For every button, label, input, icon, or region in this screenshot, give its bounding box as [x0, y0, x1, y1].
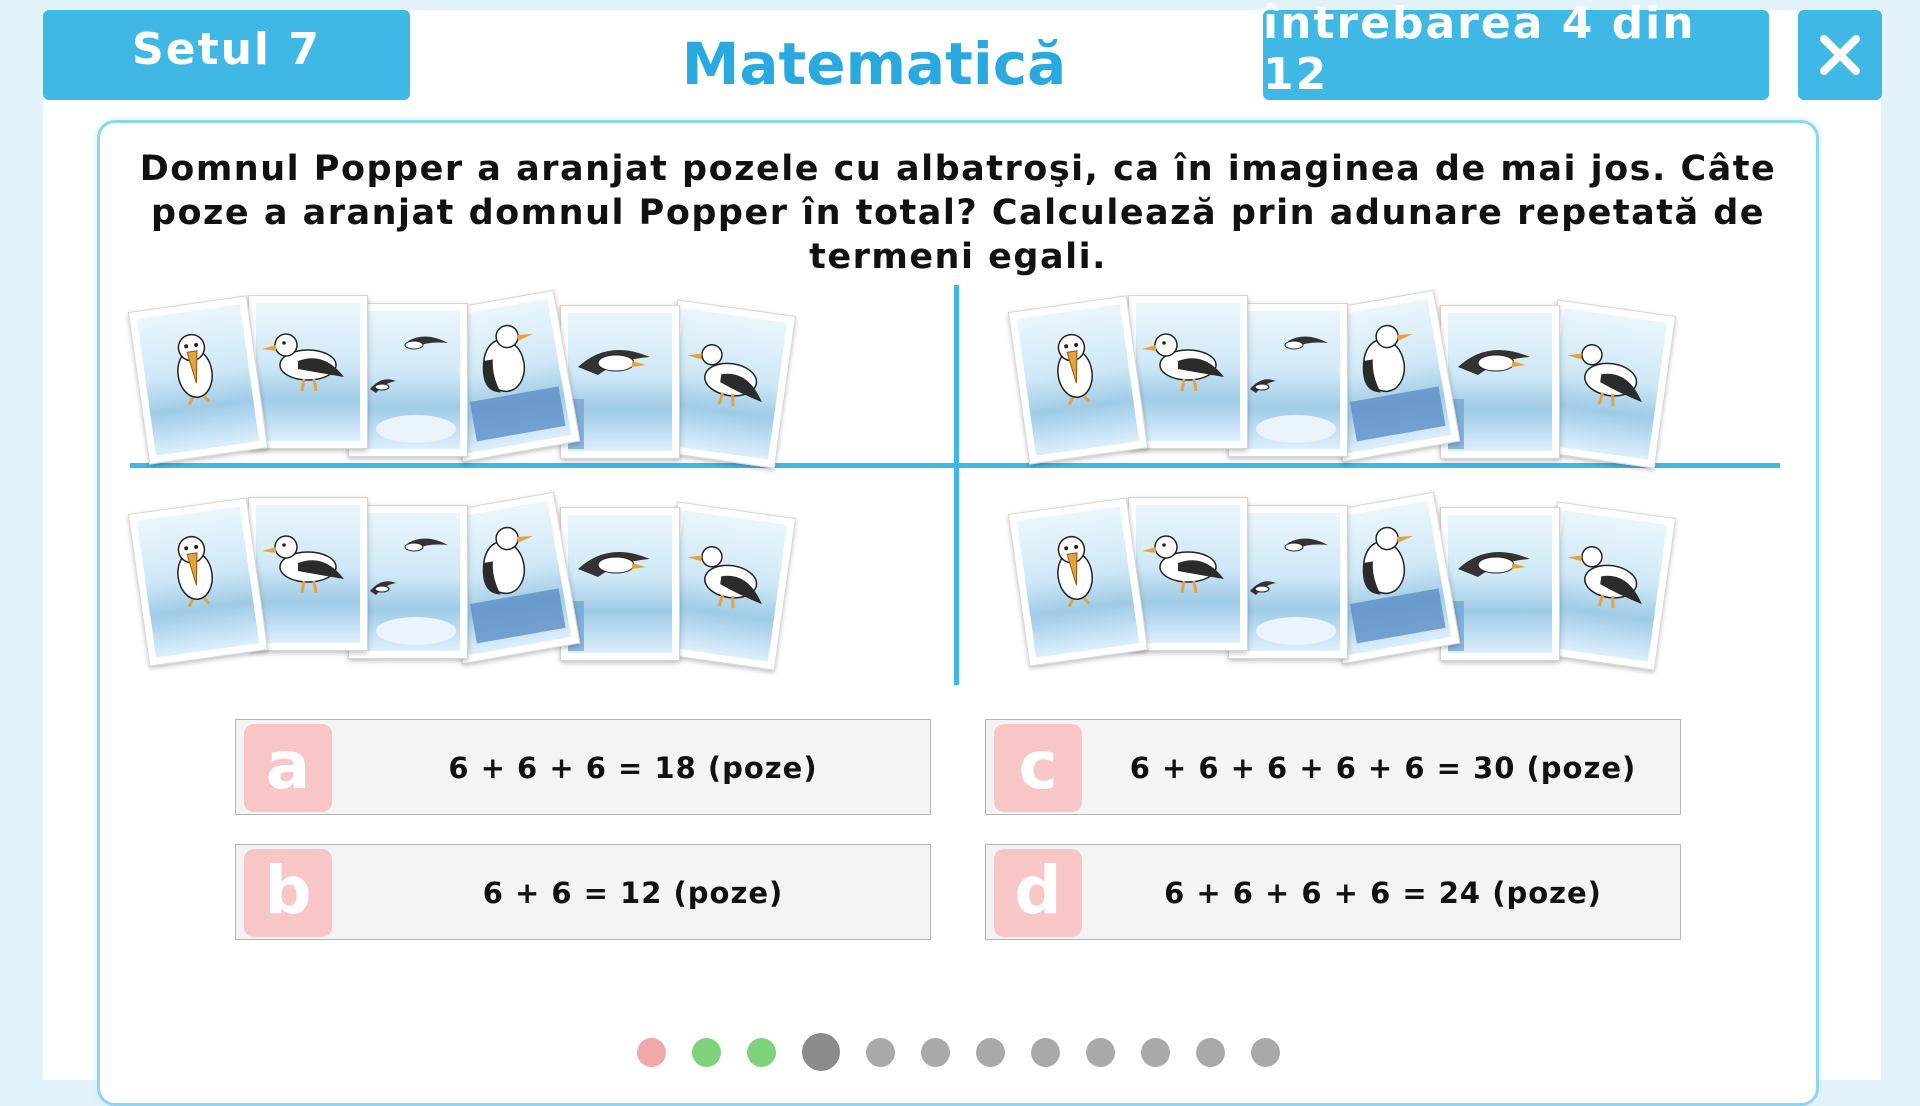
grid-vertical-divider [954, 285, 959, 685]
progress-dot-8[interactable] [1031, 1038, 1060, 1067]
albatross-photo [248, 295, 368, 449]
answer-option-d[interactable] [985, 844, 1681, 940]
albatross-photo [248, 497, 368, 651]
answer-letter-badge: a [244, 724, 332, 812]
quiz-app [43, 0, 1881, 1080]
answer-option-c[interactable] [985, 719, 1681, 815]
answer-letter-badge: c [994, 724, 1082, 812]
albatross-photo [1008, 497, 1148, 666]
albatross-photo [128, 497, 268, 666]
albatross-photo [128, 295, 268, 464]
progress-dot-3[interactable] [747, 1038, 776, 1067]
albatross-photo [1128, 295, 1248, 449]
albatross-photo [1128, 497, 1248, 651]
answer-option-b[interactable] [235, 844, 931, 940]
progress-dot-12[interactable] [1251, 1038, 1280, 1067]
question-progress-dots [100, 1033, 1816, 1071]
question-counter: întrebarea 4 din 12 [1263, 10, 1769, 100]
progress-dot-9[interactable] [1086, 1038, 1115, 1067]
progress-dot-1[interactable] [637, 1038, 666, 1067]
question-card [97, 120, 1819, 1106]
answer-letter-badge: b [244, 849, 332, 937]
picture-group [1010, 295, 1810, 475]
progress-dot-11[interactable] [1196, 1038, 1225, 1067]
close-button[interactable] [1798, 10, 1882, 100]
subject-title: Matematică [681, 30, 1067, 98]
picture-group [1010, 497, 1810, 677]
picture-group [130, 295, 930, 475]
answer-text: 6 + 6 = 12 (poze) [482, 876, 784, 910]
picture-group [130, 497, 930, 677]
progress-dot-5[interactable] [866, 1038, 895, 1067]
progress-dot-4[interactable] [802, 1033, 840, 1071]
answer-text: 6 + 6 + 6 + 6 = 24 (poze) [1164, 876, 1602, 910]
question-text: Domnul Popper a aranjat pozele cu albatroşi, ca în imaginea de mai jos. Câte poze a aranjat domnul Popper în total? Calculează prin adunare repetată de termeni egali. [139, 149, 1777, 277]
progress-dot-10[interactable] [1141, 1038, 1170, 1067]
answer-text: 6 + 6 + 6 = 18 (poze) [448, 751, 818, 785]
progress-dot-7[interactable] [976, 1038, 1005, 1067]
answer-letter-badge: d [994, 849, 1082, 937]
answer-option-a[interactable] [235, 719, 931, 815]
close-icon [1818, 33, 1862, 77]
picture-grid [130, 285, 1786, 685]
progress-dot-6[interactable] [921, 1038, 950, 1067]
answer-text: 6 + 6 + 6 + 6 + 6 = 30 (poze) [1129, 751, 1637, 785]
albatross-photo [1008, 295, 1148, 464]
progress-dot-2[interactable] [692, 1038, 721, 1067]
set-label: Setul 7 [43, 10, 410, 100]
